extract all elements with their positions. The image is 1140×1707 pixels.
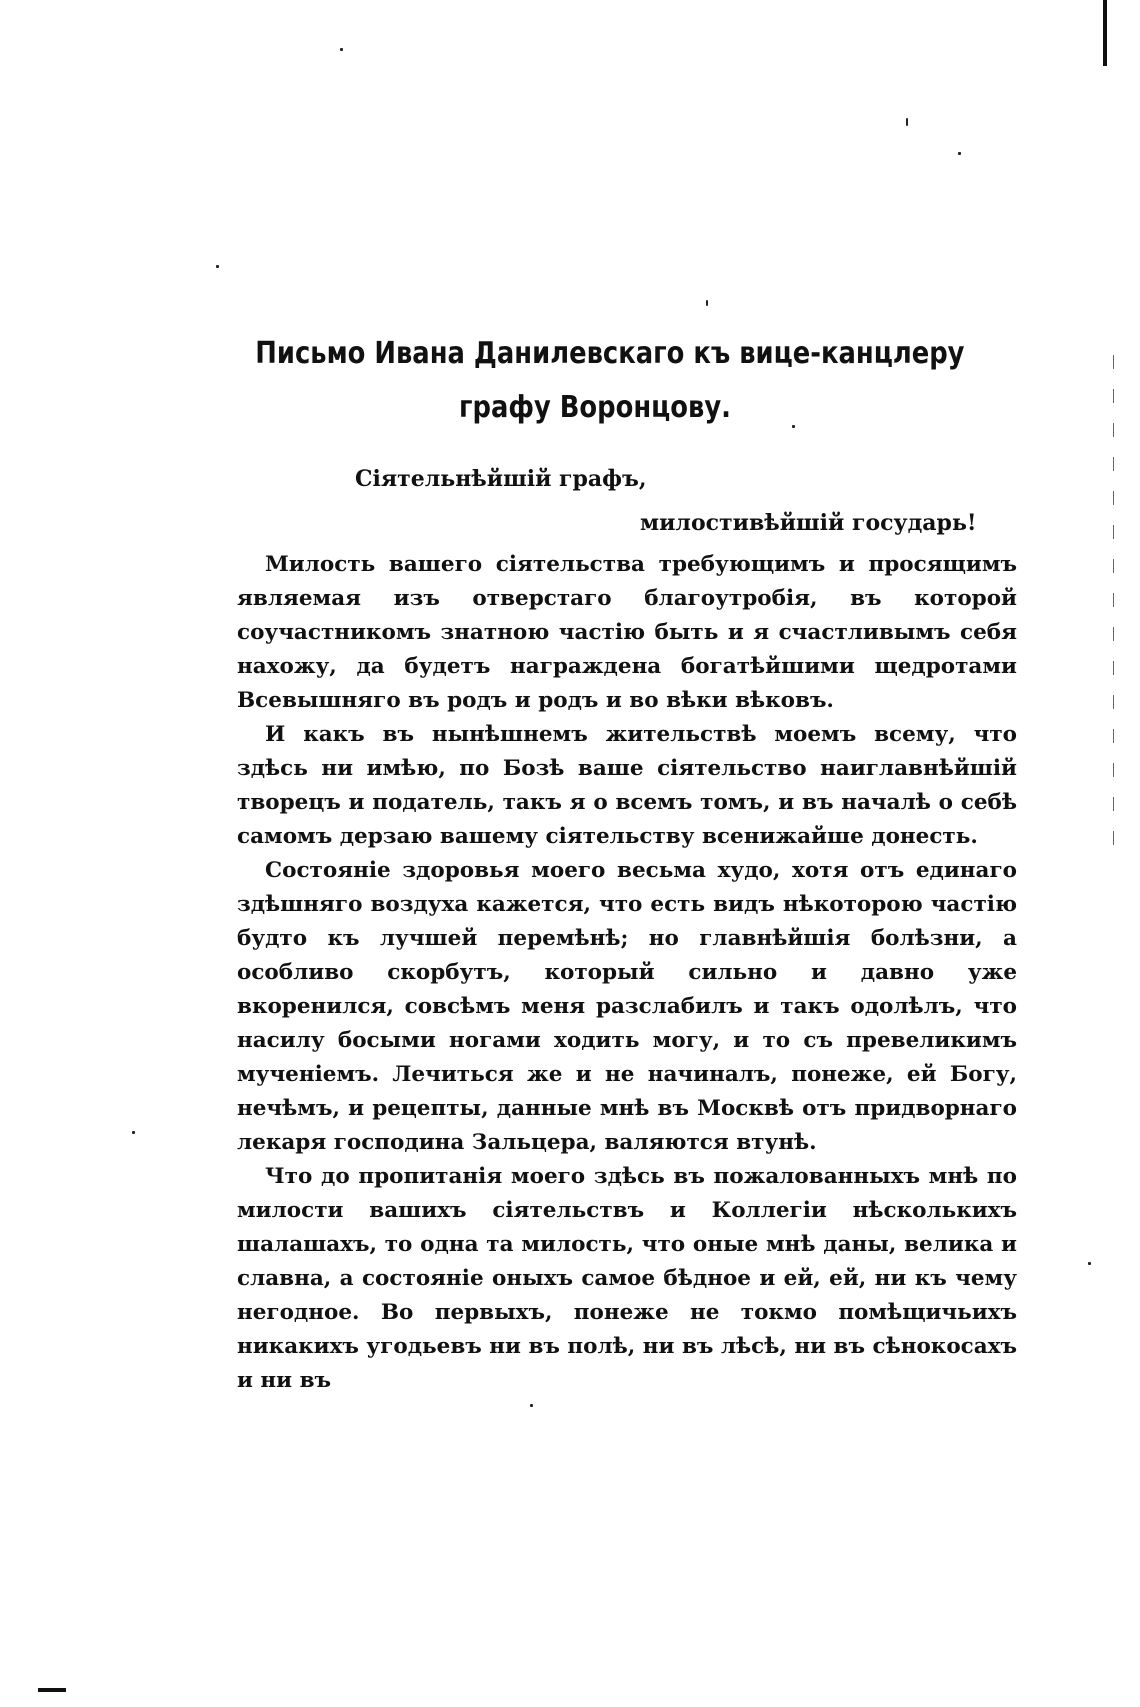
binding-edge-mark — [1103, 0, 1107, 66]
paragraph-4: Что до пропитанія моего здѣсь въ пожалованныхъ мнѣ по милости вашихъ сіятельствъ и Коллегіи нѣсколькихъ шалашахъ, то одна та милость, что оные мнѣ даны, велика и славна, а состояніе оныхъ самое бѣдное и ей, ей, ни къ чему негодное. Во первыхъ, понеже не токмо помѣщичьихъ никакихъ угодьевъ ни въ полѣ, ни въ лѣсѣ, ни въ сѣнокосахъ и ни въ — [237, 1164, 1017, 1393]
paragraph-3: Состояніе здоровья моего весьма худо, хотя отъ единаго здѣшняго воздуха кажется, что есть видъ нѣкоторою частію будто къ лучшей перемѣнѣ; но главнѣйшія болѣзни, а особливо скорбутъ, который сильно и давно уже вкоренился, совсѣмъ меня разслабилъ и такъ одолѣлъ, что насилу босыми ногами ходить могу, и то съ превеликимъ мученіемъ. Лечиться же и не начиналъ, понеже, ей Богу, нечѣмъ, и рецепты, данные мнѣ въ Москвѣ отъ придворнаго лекаря господина Зальцера, валяются втунѣ. — [237, 858, 1017, 1155]
scan-speck — [706, 300, 708, 306]
scan-corner-mark — [38, 1688, 66, 1692]
paragraph-1: Милость вашего сіятельства требующимъ и просящимъ являемая изъ отверстаго благоутробія, въ которой соучастникомъ знатною частію быть и я счастливымъ себя нахожу, да будетъ награждена богатѣйшими щедротами Всевышняго въ родъ и родъ и во вѣки вѣковъ. — [237, 552, 1017, 713]
salutation-line-2: милостивѣйшій государь! — [640, 510, 977, 536]
scan-speck — [958, 152, 961, 155]
letter-title-line-2: графу Воронцову. — [459, 390, 731, 425]
letter-body — [237, 548, 1017, 1398]
scan-speck — [1088, 1262, 1091, 1265]
scan-speck — [530, 1404, 533, 1407]
scan-speck — [132, 1131, 135, 1134]
scan-speck — [216, 265, 219, 268]
paragraph-2: И какъ въ нынѣшнемъ жительствѣ моемъ всему, что здѣсь ни имѣю, по Бозѣ ваше сіятельство наиглавнѣйшій творецъ и податель, такъ я о всемъ томъ, и въ началѣ о себѣ самомъ дерзаю вашему сіятельству всенижайше донесть. — [237, 722, 1017, 849]
salutation-line-1: Сіятельнѣйшій графъ, — [355, 466, 647, 492]
page-edge-shadow — [1113, 355, 1116, 875]
scan-speck — [906, 118, 908, 126]
scan-speck — [792, 425, 795, 428]
scan-speck — [340, 48, 343, 51]
letter-title-line-1: Письмо Ивана Данилевскаго къ вице-канцлеру — [255, 336, 965, 371]
